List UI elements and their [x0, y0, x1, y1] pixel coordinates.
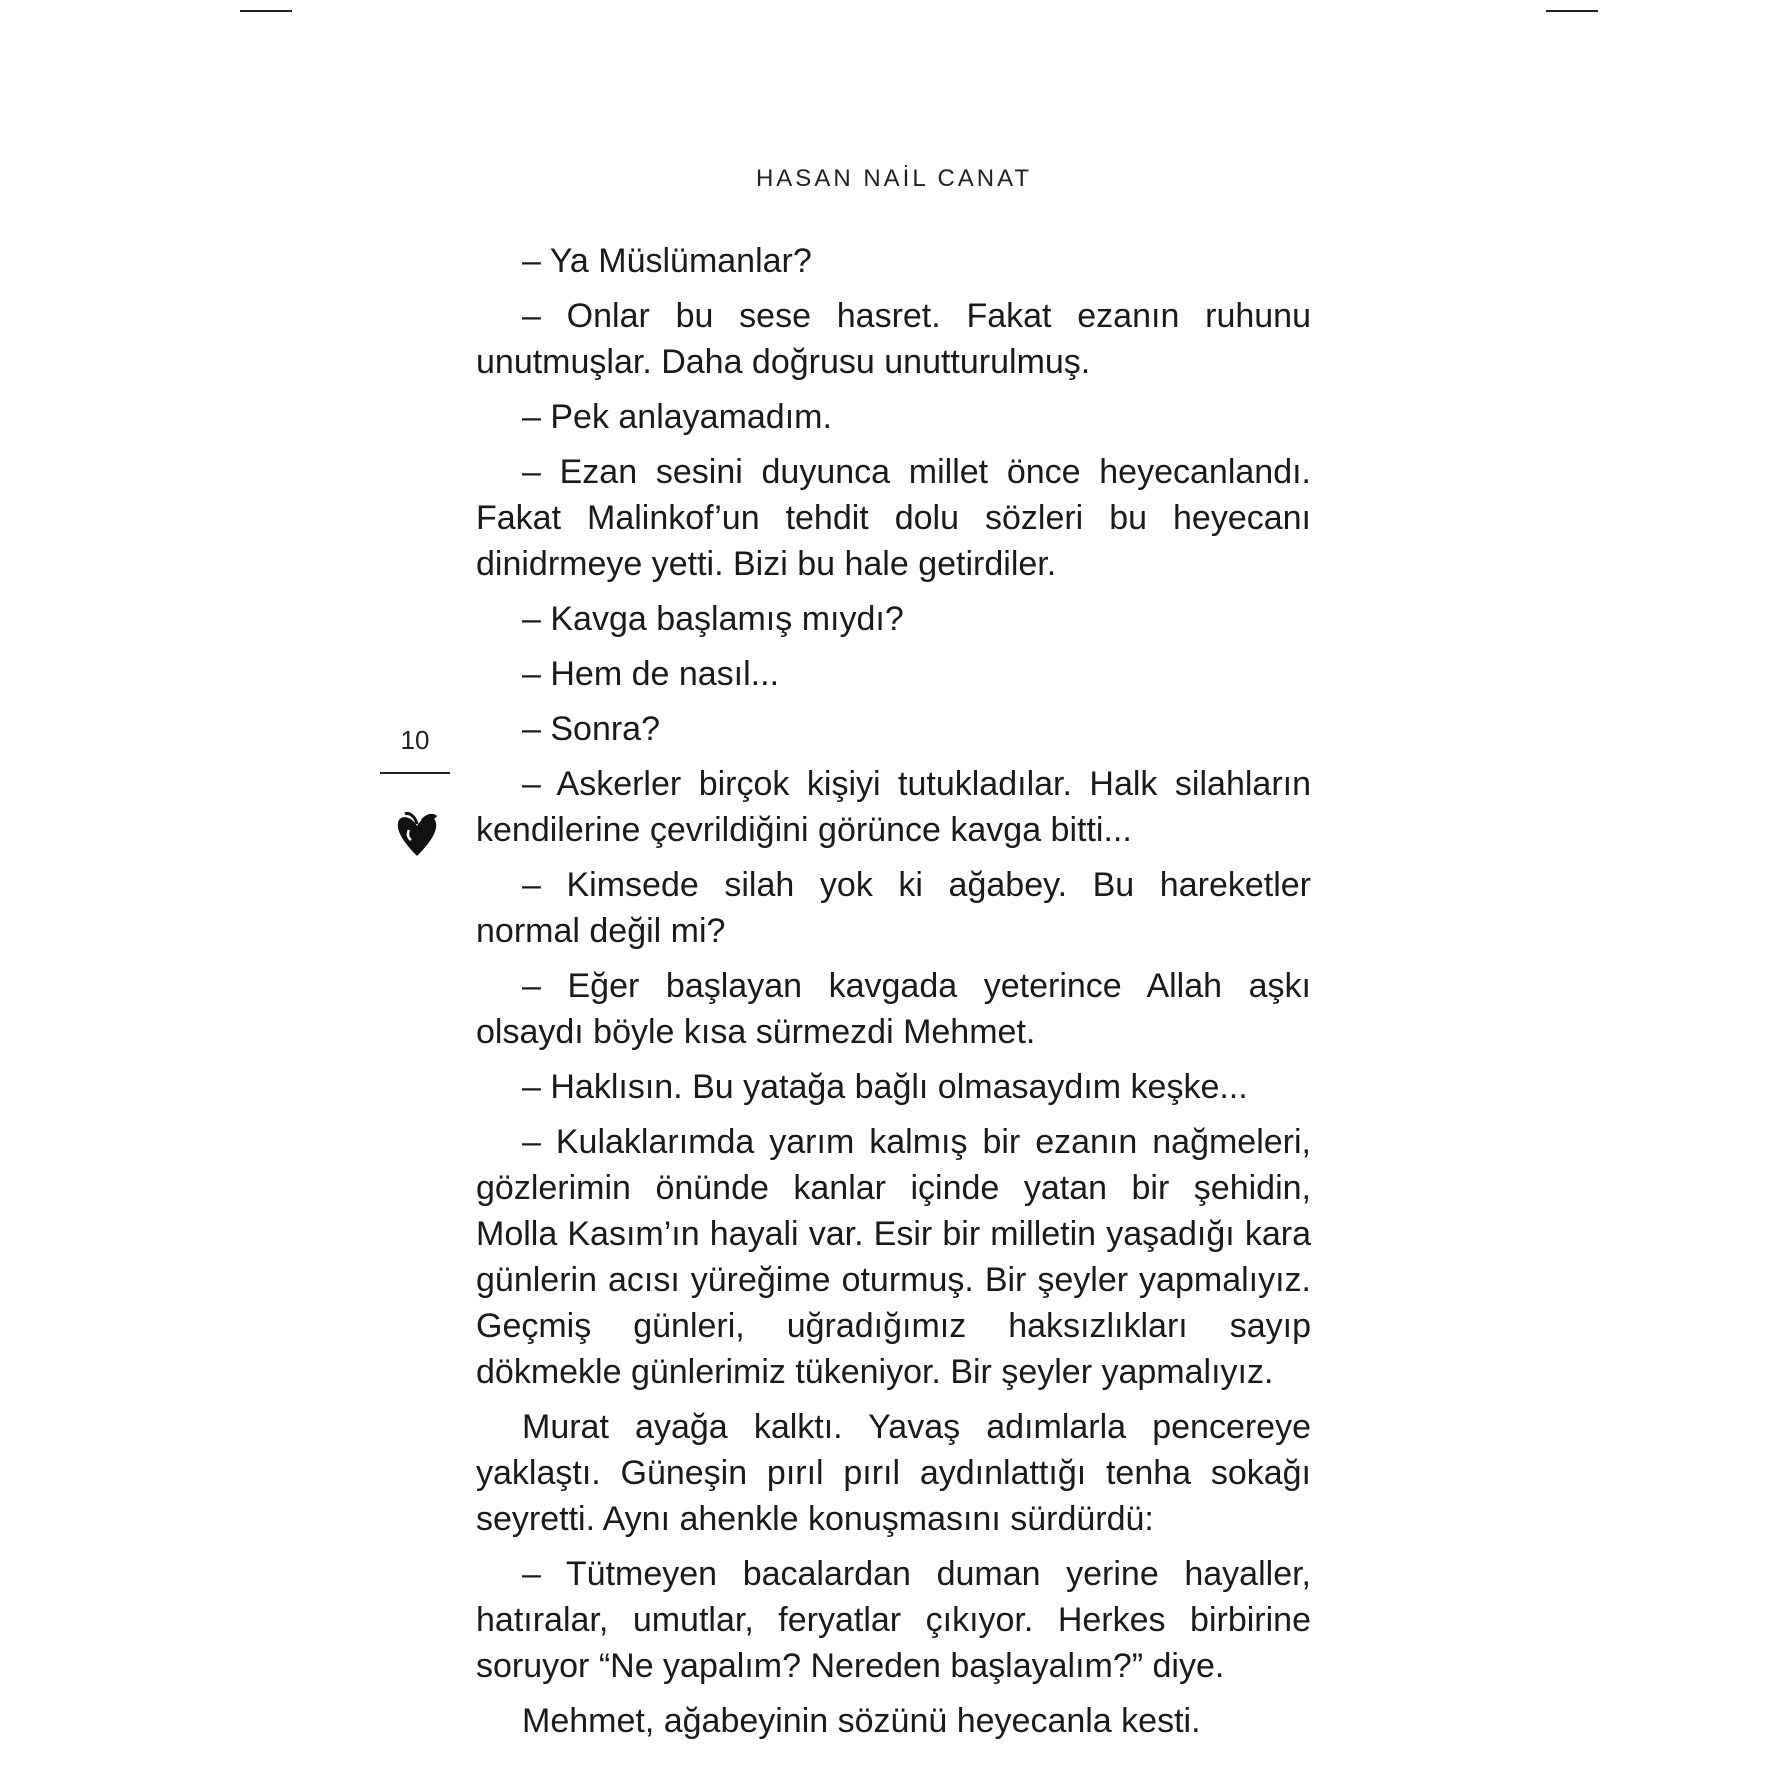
paragraph: – Eğer başlayan kavgada yeterince Allah aşkı olsaydı böyle kısa sürmezdi Mehmet. [476, 967, 1311, 1051]
heart-apple-ornament-icon [395, 810, 439, 860]
paragraph: – Haklısın. Bu yatağa bağlı olmasaydım keşke... [522, 1068, 1248, 1106]
paragraph: – Kulaklarımda yarım kalmış bir ezanın nağmeleri, gözlerimin önünde kanlar içinde yatan bir şehidin, Molla Kasım’ın hayali var. Esir bir milletin yaşadığı kara günlerin acısı yüreğime oturmuş. Bir şeyler yapmalıyız. Geçmiş günleri, uğradığımız haksızlıkları sayıp dökmekle günlerimiz tükeniyor. Bir şeyler yapmalıyız. [476, 1123, 1311, 1391]
paragraph: – Onlar bu sese hasret. Fakat ezanın ruhunu unutmuşlar. Daha doğrusu unutturulmuş. [476, 297, 1311, 381]
paragraph: – Hem de nasıl... [522, 655, 780, 693]
page-number-rule [380, 772, 450, 774]
paragraph: – Tütmeyen bacalardan duman yerine hayaller, hatıralar, umutlar, feryatlar çıkıyor. Herkes birbirine soruyor “Ne yapalım? Nereden başlayalım?” diye. [476, 1555, 1311, 1685]
paragraph: Murat ayağa kalktı. Yavaş adımlarla pencereye yaklaştı. Güneşin pırıl pırıl aydınlattığı tenha sokağı seyretti. Aynı ahenkle konuşmasını sürdürdü: [476, 1408, 1311, 1538]
paragraph: – Ezan sesini duyunca millet önce heyecanlandı. Fakat Malinkof’un tehdit dolu sözleri bu heyecanı dinidrmeye yetti. Bizi bu hale getirdiler. [476, 453, 1311, 583]
paragraph: – Ya Müslümanlar? [522, 242, 812, 280]
crop-mark-right [1546, 10, 1598, 12]
paragraph: – Pek anlayamadım. [522, 398, 832, 436]
paragraph: Mehmet, ağabeyinin sözünü heyecanla kesti. [522, 1702, 1201, 1740]
crop-mark-left [240, 10, 292, 12]
page-number: 10 [400, 725, 430, 755]
paragraph: – Kimsede silah yok ki ağabey. Bu hareketler normal değil mi? [476, 866, 1311, 950]
running-head-author: HASAN NAİL CANAT [755, 165, 1033, 192]
paragraph: – Kavga başlamış mıydı? [522, 600, 904, 638]
paragraph: – Askerler birçok kişiyi tutukladılar. Halk silahların kendilerine çevrildiğini görünce kavga bitti... [476, 765, 1311, 849]
body-text [476, 238, 1311, 1753]
paragraph: – Sonra? [522, 710, 660, 748]
